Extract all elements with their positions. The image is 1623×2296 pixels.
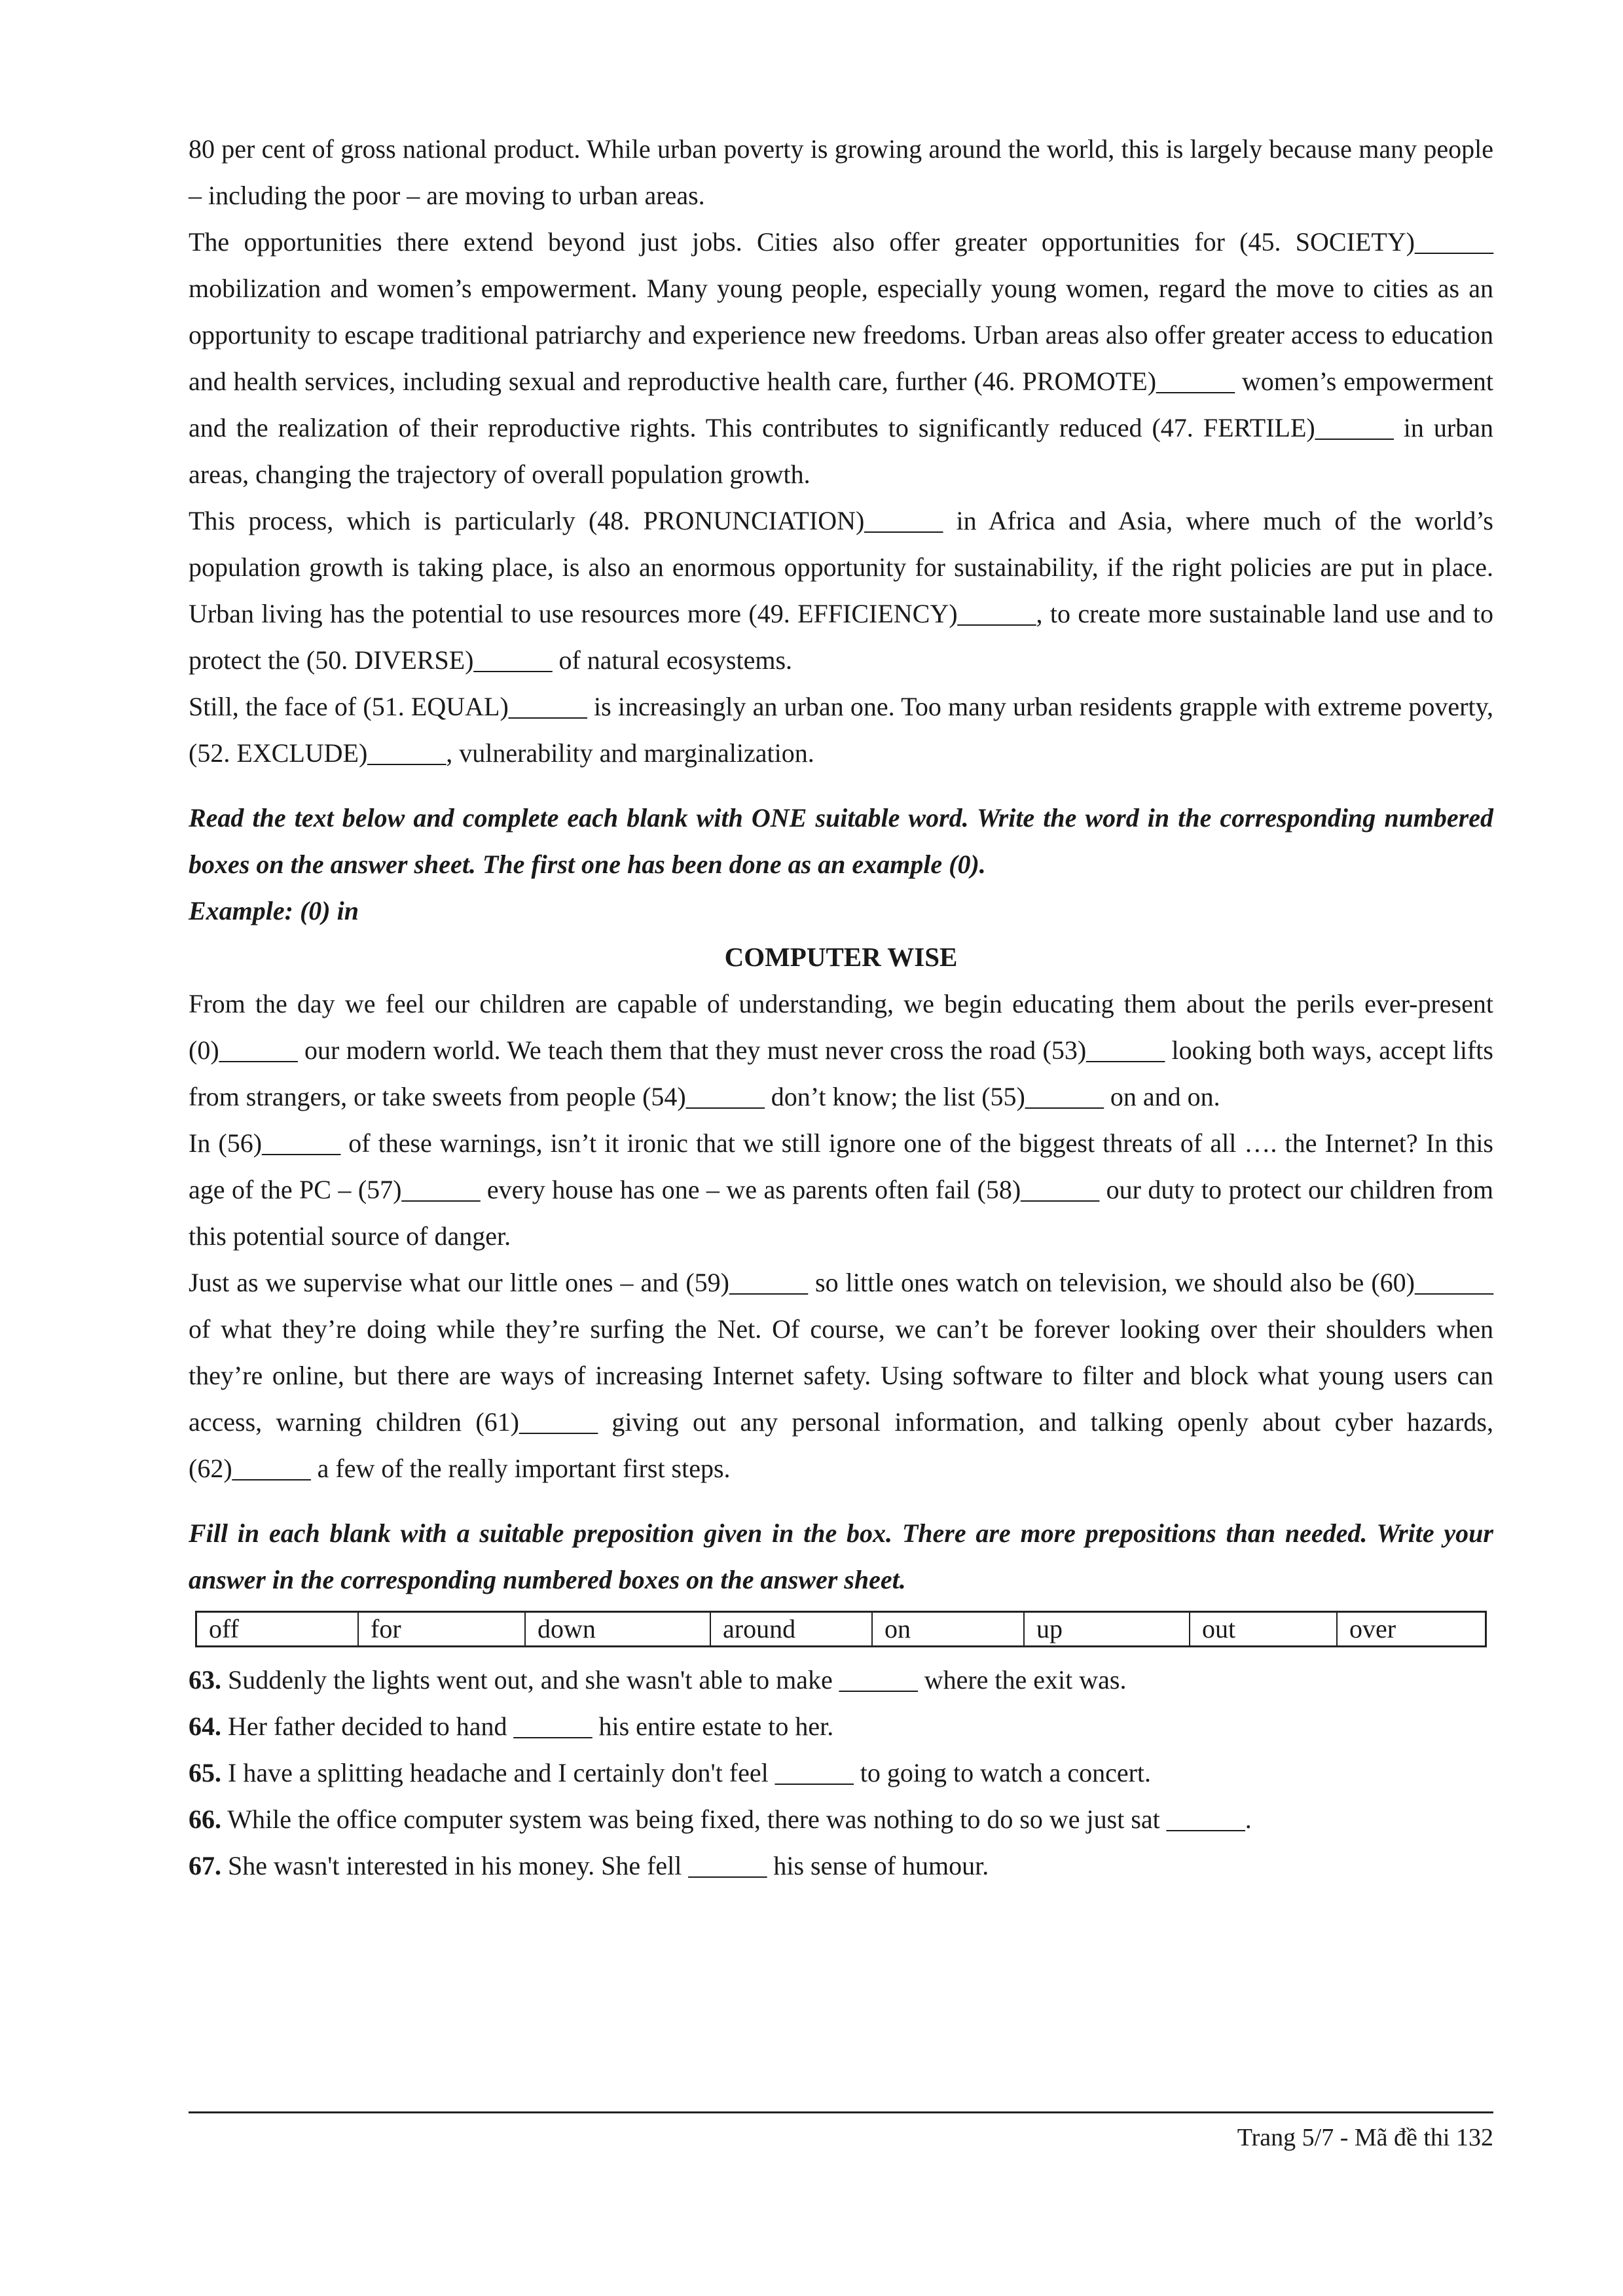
preposition-word: off (197, 1613, 359, 1645)
question-66 (189, 1796, 1493, 1842)
question-text: She wasn't interested in his money. She fell ______ his sense of humour. (221, 1851, 989, 1880)
question-number: 67. (189, 1851, 221, 1880)
section2-paragraph-2: In (56)______ of these warnings, isn’t it ironic that we still ignore one of the biggest threats of all …. the Internet? In this age of the PC – (57)______ every house has one – we as parents often fail (58)______ our duty to protect our children from this potential source of danger. (189, 1128, 1493, 1251)
section3-instruction: Fill in each blank with a suitable preposition given in the box. There are more prepositions than needed. Write your answer in the corresponding numbered boxes on the answer sheet. (189, 1518, 1493, 1594)
section2-paragraph-3: Just as we supervise what our little ones – and (59)______ so little ones watch on television, we should also be (60)______ of what they’re doing while they’re surfing the Net. Of course, we can’t be forever looking over their shoulders when they’re online, but there are ways of increasing Internet safety. Using software to filter and block what young users can access, warning children (61)______ giving out any personal information, and talking openly about cyber hazards, (62)______ a few of the really important first steps. (189, 1268, 1493, 1483)
section2-title: COMPUTER WISE (724, 942, 958, 972)
preposition-word: for (359, 1613, 526, 1645)
question-number: 65. (189, 1758, 221, 1787)
question-65 (189, 1749, 1493, 1796)
footer-divider (189, 2111, 1493, 2113)
preposition-box (195, 1611, 1487, 1647)
preposition-word: out (1190, 1613, 1338, 1645)
preposition-word: up (1025, 1613, 1190, 1645)
question-text: While the office computer system was being fixed, there was nothing to do so we just sat ______. (221, 1804, 1252, 1834)
passage1-paragraph-4: Still, the face of (51. EQUAL)______ is increasingly an urban one. Too many urban residents grapple with extreme poverty, (52. EXCLUDE)______, vulnerability and marginalization. (189, 692, 1493, 768)
section2-paragraph-1: From the day we feel our children are capable of understanding, we begin educating them about the perils ever-present (0)______ our modern world. We teach them that they must never cross the road (53)______ looking both ways, accept lifts from strangers, or take sweets from people (54)______ don’t know; the list (55)______ on and on. (189, 989, 1493, 1111)
question-number: 64. (189, 1712, 221, 1741)
passage1-paragraph-2: The opportunities there extend beyond just jobs. Cities also offer greater opportunities for (45. SOCIETY)______ mobilization and women’s empowerment. Many young people, especially young women, regard the move to cities as an opportunity to escape traditional patriarchy and experience new freedoms. Urban areas also offer greater access to education and health services, including sexual and reproductive health care, further (46. PROMOTE)______ women’s empowerment and the realization of their reproductive rights. This contributes to significantly reduced (47. FERTILE)______ in urban areas, changing the trajectory of overall population growth. (189, 227, 1493, 489)
preposition-word: around (711, 1613, 873, 1645)
question-text: Her father decided to hand ______ his entire estate to her. (221, 1712, 834, 1741)
question-number: 63. (189, 1665, 221, 1695)
exam-page (189, 126, 1493, 1889)
passage1-paragraph-3: This process, which is particularly (48. PRONUNCIATION)______ in Africa and Asia, where much of the world’s population growth is taking place, is also an enormous opportunity for sustainability, if the right policies are put in place. Urban living has the potential to use resources more (49. EFFICIENCY)______, to create more sustainable land use and to protect the (50. DIVERSE)______ of natural ecosystems. (189, 506, 1493, 675)
section2-instruction: Read the text below and complete each blank with ONE suitable word. Write the word in the corresponding numbered boxes on the answer sheet. The first one has been done as an example (0). (189, 803, 1493, 879)
page-footer-label: Trang 5/7 - Mã đề thi 132 (1237, 2124, 1493, 2151)
preposition-word: down (526, 1613, 711, 1645)
question-63 (189, 1657, 1493, 1703)
passage1-paragraph-1: 80 per cent of gross national product. While urban poverty is growing around the world, this is largely because many people – including the poor – are moving to urban areas. (189, 134, 1493, 210)
question-text: I have a splitting headache and I certainly don't feel ______ to going to watch a concert. (221, 1758, 1152, 1787)
preposition-word: over (1349, 1614, 1396, 1643)
section2-example: Example: (0) in (189, 896, 359, 925)
preposition-word: on (873, 1613, 1025, 1645)
question-67 (189, 1842, 1493, 1889)
question-text: Suddenly the lights went out, and she wasn't able to make ______ where the exit was. (221, 1665, 1127, 1695)
question-number: 66. (189, 1804, 221, 1834)
question-64 (189, 1703, 1493, 1749)
